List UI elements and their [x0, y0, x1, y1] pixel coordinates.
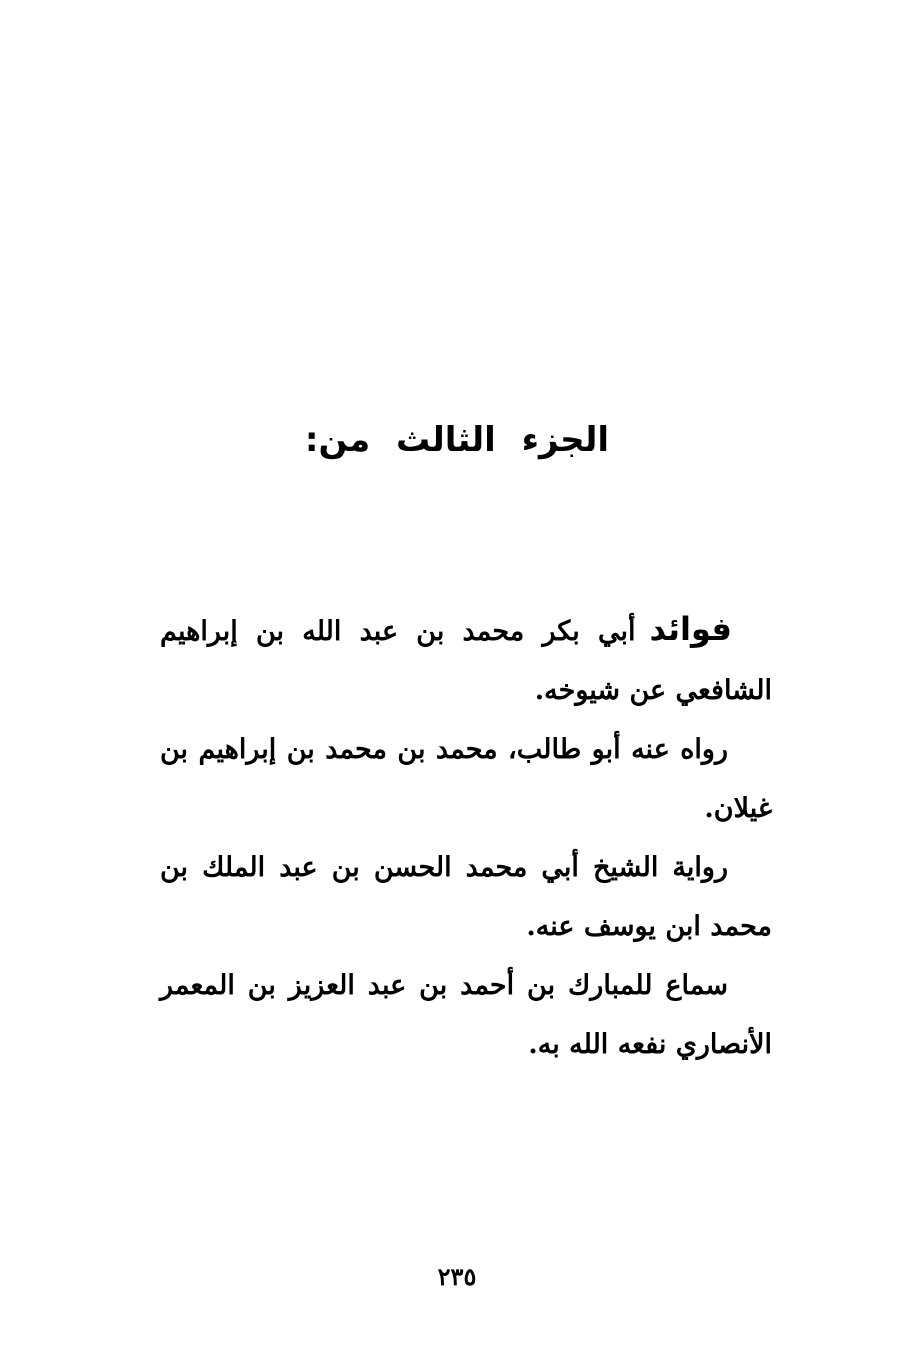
- paragraph-text: أبي بكر محمد بن عبد الله بن إبراهيم الشافعي عن شيوخه.: [160, 616, 772, 706]
- body-text: [160, 600, 772, 1074]
- section-heading: الجزء الثالث من:: [304, 420, 610, 460]
- paragraph-audition: سماع للمبارك بن أحمد بن عبد العزيز بن المعمر الأنصاري نفعه الله به.: [160, 970, 772, 1060]
- paragraph-title-work: [160, 600, 772, 720]
- lead-word: فوائد: [649, 610, 732, 648]
- paragraph-narrator: رواه عنه أبو طالب، محمد بن محمد بن إبراهيم بن غيلان.: [160, 734, 772, 824]
- page-number: ٢٣٥: [437, 1262, 477, 1291]
- paragraph-transmission: رواية الشيخ أبي محمد الحسن بن عبد الملك بن محمد ابن يوسف عنه.: [160, 852, 772, 942]
